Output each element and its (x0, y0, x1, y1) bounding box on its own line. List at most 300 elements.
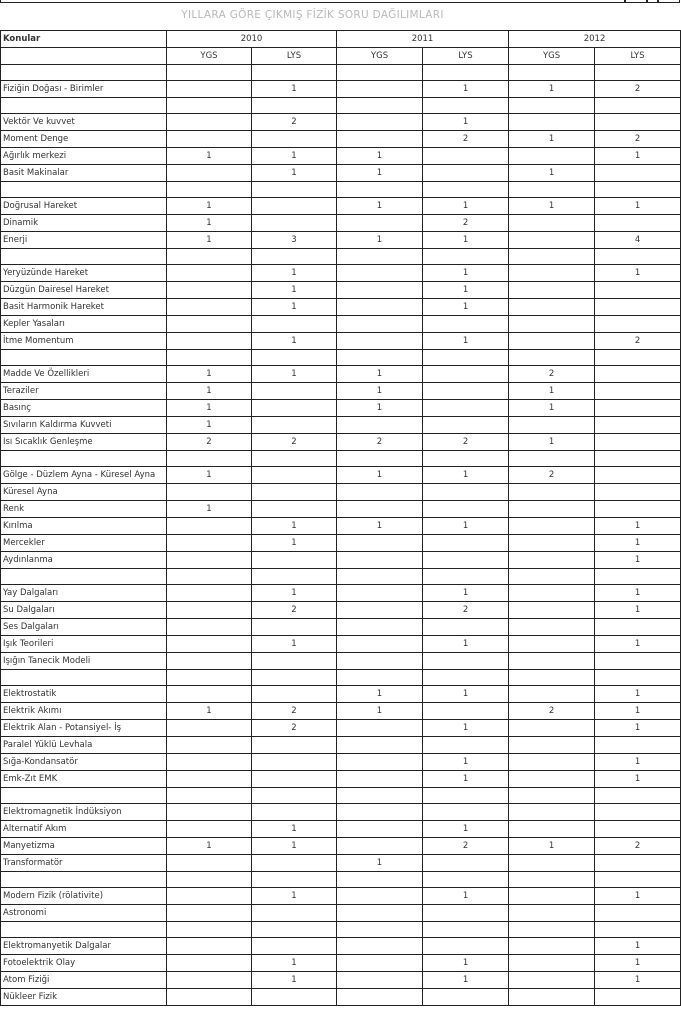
count-cell (595, 905, 681, 922)
count-cell (167, 131, 252, 148)
count-cell (509, 98, 595, 114)
count-cell (423, 165, 509, 182)
count-cell: 1 (509, 400, 595, 417)
top-border-segment (625, 0, 647, 3)
topic-cell (1, 872, 167, 888)
count-cell: 1 (252, 299, 337, 316)
table-row (1, 737, 681, 754)
count-cell (337, 282, 423, 299)
count-cell (337, 821, 423, 838)
table-row (1, 788, 681, 804)
count-cell (252, 804, 337, 821)
count-cell: 1 (252, 148, 337, 165)
count-cell: 2 (423, 434, 509, 451)
count-cell (167, 552, 252, 569)
table-row (1, 65, 681, 81)
count-cell: 1 (252, 333, 337, 350)
topic-cell: Madde Ve Özellikleri (1, 366, 167, 383)
table-row (1, 417, 681, 434)
count-cell (252, 65, 337, 81)
count-cell (423, 249, 509, 265)
count-cell (423, 451, 509, 467)
table-row (1, 165, 681, 182)
table-row (1, 316, 681, 333)
count-cell (337, 922, 423, 938)
count-cell: 1 (252, 821, 337, 838)
count-cell: 1 (337, 198, 423, 215)
topic-cell: Düzgün Dairesel Hareket (1, 282, 167, 299)
count-cell (337, 955, 423, 972)
topic-cell: Basit Makinalar (1, 165, 167, 182)
count-cell (167, 989, 252, 1006)
topic-cell: Fotoelektrik Olay (1, 955, 167, 972)
table-row (1, 720, 681, 737)
count-cell: 1 (252, 888, 337, 905)
count-cell (509, 855, 595, 872)
table-row (1, 182, 681, 198)
table-row (1, 350, 681, 366)
count-cell (423, 484, 509, 501)
count-cell (509, 316, 595, 333)
count-cell (423, 501, 509, 518)
topic-cell: Transformatör (1, 855, 167, 872)
count-cell: 1 (167, 501, 252, 518)
count-cell: 1 (423, 232, 509, 249)
count-cell: 1 (595, 888, 681, 905)
count-cell (509, 518, 595, 535)
count-cell: 1 (423, 955, 509, 972)
count-cell (337, 636, 423, 653)
topic-cell: Fiziğin Doğası - Birimler (1, 81, 167, 98)
count-cell (337, 350, 423, 366)
count-cell: 1 (167, 215, 252, 232)
topic-cell: Kırılma (1, 518, 167, 535)
count-cell (167, 518, 252, 535)
count-cell (252, 905, 337, 922)
count-cell (595, 872, 681, 888)
count-cell (252, 737, 337, 754)
count-cell (167, 720, 252, 737)
count-cell: 1 (595, 148, 681, 165)
count-cell (167, 316, 252, 333)
table-row (1, 855, 681, 872)
count-cell (423, 788, 509, 804)
count-cell: 2 (423, 131, 509, 148)
count-cell: 2 (423, 838, 509, 855)
empty-header-cell (1, 48, 167, 65)
count-cell (252, 400, 337, 417)
count-cell: 1 (337, 148, 423, 165)
table-row (1, 872, 681, 888)
topic-cell: Mercekler (1, 535, 167, 552)
count-cell: 2 (252, 114, 337, 131)
count-cell: 1 (252, 282, 337, 299)
count-cell (252, 215, 337, 232)
count-cell (337, 131, 423, 148)
count-cell (595, 215, 681, 232)
topic-cell: Aydınlanma (1, 552, 167, 569)
table-row (1, 333, 681, 350)
count-cell: 2 (423, 602, 509, 619)
count-cell: 1 (423, 636, 509, 653)
table-row (1, 484, 681, 501)
count-cell (509, 282, 595, 299)
year-2011-header: 2011 (337, 31, 509, 48)
topic-cell: Nükleer Fizik (1, 989, 167, 1006)
count-cell: 1 (595, 636, 681, 653)
topic-cell (1, 451, 167, 467)
count-cell: 1 (595, 518, 681, 535)
count-cell (509, 670, 595, 686)
topic-cell: Doğrusal Hareket (1, 198, 167, 215)
count-cell (167, 333, 252, 350)
count-cell: 1 (167, 198, 252, 215)
count-cell (252, 451, 337, 467)
topic-cell: Yay Dalgaları (1, 585, 167, 602)
table-row (1, 249, 681, 265)
topic-cell (1, 569, 167, 585)
topic-cell (1, 65, 167, 81)
count-cell (595, 400, 681, 417)
count-cell: 1 (167, 400, 252, 417)
count-cell: 1 (337, 400, 423, 417)
exam-header-row (1, 48, 681, 65)
topic-cell: Su Dalgaları (1, 602, 167, 619)
topic-cell: Elektromanyetik Dalgalar (1, 938, 167, 955)
count-cell (167, 771, 252, 788)
count-cell (509, 451, 595, 467)
count-cell (337, 938, 423, 955)
count-cell (509, 182, 595, 198)
count-cell (423, 98, 509, 114)
count-cell: 1 (509, 165, 595, 182)
count-cell: 1 (252, 518, 337, 535)
count-cell: 1 (595, 754, 681, 771)
count-cell (337, 653, 423, 670)
count-cell: 1 (595, 720, 681, 737)
topic-cell: Küresel Ayna (1, 484, 167, 501)
count-cell (337, 501, 423, 518)
exam-header: YGS (509, 48, 595, 65)
topic-cell: Modern Fizik (rölativite) (1, 888, 167, 905)
topic-cell: Elektrostatik (1, 686, 167, 703)
count-cell: 1 (595, 972, 681, 989)
count-cell (167, 737, 252, 754)
topic-cell: Astronomi (1, 905, 167, 922)
topic-cell: İtme Momentum (1, 333, 167, 350)
count-cell (167, 569, 252, 585)
topic-cell: Isı Sıcaklık Genleşme (1, 434, 167, 451)
count-cell (423, 804, 509, 821)
count-cell (337, 989, 423, 1006)
count-cell (167, 670, 252, 686)
table-row (1, 299, 681, 316)
count-cell (423, 670, 509, 686)
count-cell (509, 905, 595, 922)
count-cell: 1 (423, 686, 509, 703)
count-cell (509, 872, 595, 888)
count-cell (252, 182, 337, 198)
count-cell (595, 65, 681, 81)
topic-cell: Moment Denge (1, 131, 167, 148)
count-cell (337, 602, 423, 619)
count-cell: 1 (167, 467, 252, 484)
table-row (1, 888, 681, 905)
count-cell (509, 552, 595, 569)
count-cell (252, 872, 337, 888)
count-cell (509, 569, 595, 585)
count-cell: 1 (252, 366, 337, 383)
count-cell (595, 383, 681, 400)
count-cell (423, 872, 509, 888)
count-cell (509, 922, 595, 938)
table-row (1, 703, 681, 720)
count-cell: 1 (167, 148, 252, 165)
count-cell (423, 569, 509, 585)
topic-cell: Sığa-Kondansatör (1, 754, 167, 771)
count-cell (252, 653, 337, 670)
table-row (1, 451, 681, 467)
count-cell (167, 619, 252, 636)
topic-cell (1, 670, 167, 686)
count-cell: 1 (595, 938, 681, 955)
count-cell: 1 (423, 518, 509, 535)
count-cell: 1 (167, 417, 252, 434)
count-cell: 1 (423, 720, 509, 737)
table-row (1, 215, 681, 232)
count-cell (423, 552, 509, 569)
table-row (1, 434, 681, 451)
table-row (1, 938, 681, 955)
count-cell (595, 501, 681, 518)
topic-cell: Renk (1, 501, 167, 518)
count-cell (337, 569, 423, 585)
top-border-segment (0, 0, 625, 3)
count-cell: 1 (509, 198, 595, 215)
exam-header: LYS (595, 48, 681, 65)
count-cell (252, 619, 337, 636)
count-cell (509, 232, 595, 249)
count-cell: 2 (252, 434, 337, 451)
count-cell (423, 316, 509, 333)
table-row (1, 821, 681, 838)
count-cell (337, 972, 423, 989)
count-cell (595, 821, 681, 838)
topic-cell: Işık Teorileri (1, 636, 167, 653)
count-cell (167, 65, 252, 81)
table-row (1, 905, 681, 922)
count-cell (595, 165, 681, 182)
count-cell: 1 (423, 754, 509, 771)
count-cell (509, 602, 595, 619)
count-cell (167, 922, 252, 938)
topic-cell: Gölge - Düzlem Ayna - Küresel Ayna (1, 467, 167, 484)
count-cell (595, 451, 681, 467)
count-cell (167, 855, 252, 872)
count-cell (595, 114, 681, 131)
exam-header: YGS (337, 48, 423, 65)
count-cell (423, 535, 509, 552)
count-cell (252, 686, 337, 703)
count-cell: 1 (595, 552, 681, 569)
count-cell: 1 (509, 383, 595, 400)
count-cell (167, 165, 252, 182)
table-row (1, 98, 681, 114)
topic-cell: Kepler Yasaları (1, 316, 167, 333)
count-cell (595, 619, 681, 636)
count-cell (337, 484, 423, 501)
count-cell (595, 366, 681, 383)
topic-cell: Emk-Zıt EMK (1, 771, 167, 788)
count-cell: 4 (595, 232, 681, 249)
table-row (1, 569, 681, 585)
count-cell (423, 703, 509, 720)
count-cell (252, 670, 337, 686)
count-cell (423, 383, 509, 400)
count-cell (509, 114, 595, 131)
count-cell (595, 282, 681, 299)
count-cell (252, 467, 337, 484)
count-cell: 1 (337, 855, 423, 872)
count-cell (423, 855, 509, 872)
count-cell: 1 (167, 366, 252, 383)
count-cell (595, 417, 681, 434)
count-cell (595, 98, 681, 114)
count-cell: 2 (252, 720, 337, 737)
count-cell (509, 417, 595, 434)
count-cell: 1 (252, 838, 337, 855)
top-border-segments (0, 0, 681, 3)
count-cell (509, 585, 595, 602)
count-cell: 1 (337, 703, 423, 720)
count-cell (252, 417, 337, 434)
count-cell (595, 350, 681, 366)
count-cell (337, 888, 423, 905)
topic-cell: Alternatif Akım (1, 821, 167, 838)
count-cell (252, 383, 337, 400)
topic-cell: Ses Dalgaları (1, 619, 167, 636)
count-cell: 1 (509, 838, 595, 855)
topic-cell: Ağırlık merkezi (1, 148, 167, 165)
count-cell: 3 (252, 232, 337, 249)
topic-cell: Enerji (1, 232, 167, 249)
count-cell: 1 (337, 686, 423, 703)
count-cell (337, 316, 423, 333)
count-cell (167, 754, 252, 771)
count-cell (337, 872, 423, 888)
topic-cell: Atom Fiziği (1, 972, 167, 989)
count-cell: 1 (252, 636, 337, 653)
count-cell (167, 299, 252, 316)
topic-cell: Yeryüzünde Hareket (1, 265, 167, 282)
count-cell: 1 (423, 585, 509, 602)
table-row (1, 518, 681, 535)
table-row (1, 585, 681, 602)
table-row (1, 602, 681, 619)
table-row (1, 922, 681, 938)
table-row (1, 838, 681, 855)
count-cell (423, 417, 509, 434)
table-title: YILLARA GÖRE ÇIKMIŞ FİZİK SORU DAĞILIMLARI (181, 9, 444, 21)
table-row (1, 265, 681, 282)
count-cell (595, 569, 681, 585)
count-cell (509, 350, 595, 366)
count-cell: 2 (595, 131, 681, 148)
count-cell: 1 (423, 467, 509, 484)
count-cell (509, 484, 595, 501)
count-cell: 1 (252, 265, 337, 282)
count-cell: 1 (337, 383, 423, 400)
topic-cell: Vektör Ve kuvvet (1, 114, 167, 131)
count-cell: 2 (595, 838, 681, 855)
count-cell (509, 333, 595, 350)
count-cell (252, 569, 337, 585)
table-row (1, 400, 681, 417)
count-cell (167, 114, 252, 131)
count-cell: 1 (337, 518, 423, 535)
count-cell: 1 (595, 771, 681, 788)
count-cell: 2 (337, 434, 423, 451)
table-row (1, 232, 681, 249)
count-cell (423, 400, 509, 417)
top-border-segment (658, 0, 680, 3)
table-row (1, 467, 681, 484)
count-cell (337, 905, 423, 922)
count-cell: 1 (167, 703, 252, 720)
count-cell (252, 484, 337, 501)
count-cell (595, 484, 681, 501)
count-cell (167, 602, 252, 619)
count-cell (509, 501, 595, 518)
count-cell (252, 98, 337, 114)
topic-cell: Basit Harmonik Hareket (1, 299, 167, 316)
count-cell (509, 720, 595, 737)
count-cell (167, 451, 252, 467)
count-cell (509, 989, 595, 1006)
count-cell (252, 350, 337, 366)
table-row (1, 501, 681, 518)
topic-cell (1, 788, 167, 804)
count-cell (337, 720, 423, 737)
exam-header: LYS (252, 48, 337, 65)
count-cell (337, 788, 423, 804)
count-cell: 1 (337, 467, 423, 484)
count-cell (252, 922, 337, 938)
table-row (1, 114, 681, 131)
topic-cell (1, 249, 167, 265)
count-cell: 1 (423, 114, 509, 131)
count-cell (252, 771, 337, 788)
count-cell (337, 451, 423, 467)
count-cell: 1 (423, 282, 509, 299)
count-cell (337, 215, 423, 232)
count-cell (423, 989, 509, 1006)
count-cell: 1 (595, 955, 681, 972)
count-cell: 1 (423, 821, 509, 838)
table-row (1, 535, 681, 552)
count-cell: 1 (252, 81, 337, 98)
count-cell (337, 249, 423, 265)
table-row (1, 653, 681, 670)
count-cell (423, 366, 509, 383)
count-cell (337, 754, 423, 771)
count-cell: 1 (423, 972, 509, 989)
table-row (1, 989, 681, 1006)
count-cell (167, 98, 252, 114)
count-cell: 2 (423, 215, 509, 232)
count-cell (423, 65, 509, 81)
topic-cell: Elektrik Alan - Potansiyel- İş (1, 720, 167, 737)
